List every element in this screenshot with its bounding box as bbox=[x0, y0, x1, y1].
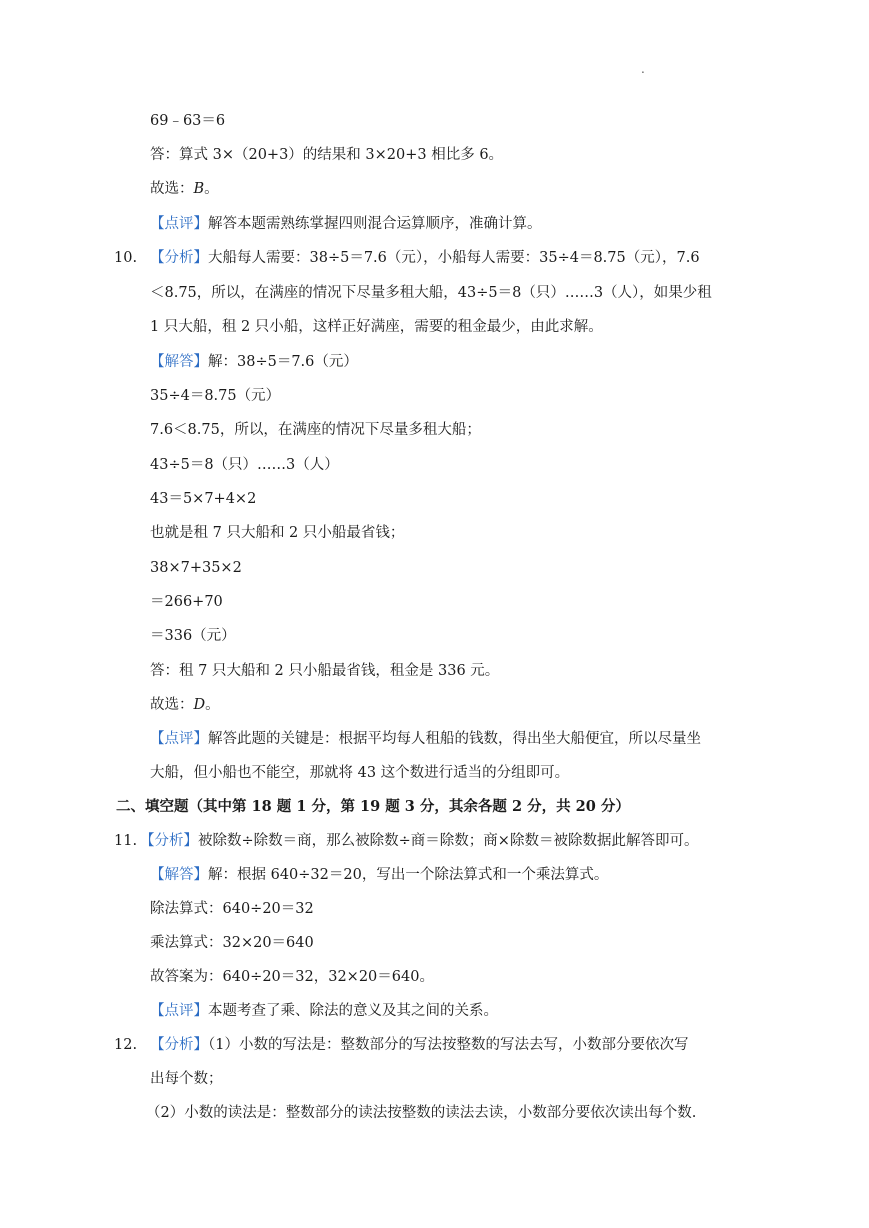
q10-step: ＝336（元） bbox=[150, 628, 236, 644]
choice-prefix: 故选： bbox=[150, 181, 194, 197]
q10-step: 35÷4＝8.75（元） bbox=[150, 388, 281, 404]
question-number-10: 10. bbox=[114, 250, 138, 266]
q11-answer-line-1 bbox=[150, 865, 608, 885]
q11-step: 除法算式：640÷20＝32 bbox=[150, 901, 314, 917]
analysis-tag: 【分析】 bbox=[150, 1037, 208, 1053]
q10-comment-line-2: 大船，但小船也不能空，那就将 43 这个数进行适当的分组即可。 bbox=[150, 765, 570, 781]
q10-answer-line-1 bbox=[150, 352, 358, 372]
comment-tag: 【点评】 bbox=[150, 1003, 208, 1019]
q10-analysis-line-1 bbox=[150, 248, 700, 268]
q9-answer-line: 答：算式 3×（20+3）的结果和 3×20+3 相比多 6。 bbox=[150, 147, 504, 163]
q10-comment-line-1 bbox=[150, 729, 701, 749]
question-number-12: 12. bbox=[114, 1037, 138, 1053]
choice-letter: D bbox=[193, 697, 206, 713]
q12-analysis-line-3: （2）小数的读法是：整数部分的读法按整数的读法去读，小数部分要依次读出每个数. bbox=[146, 1105, 697, 1121]
q11-analysis bbox=[140, 831, 698, 851]
analysis-text: 大船每人需要：38÷5＝7.6（元），小船每人需要：35÷4＝8.75（元），7.6 bbox=[208, 250, 700, 266]
q10-step: 43÷5＝8（只）……3（人） bbox=[150, 457, 339, 473]
q10-choice-line bbox=[150, 695, 220, 715]
q9-comment bbox=[150, 214, 542, 234]
q12-analysis-line-2: 出每个数； bbox=[150, 1071, 223, 1087]
q10-analysis-line-2: ＜8.75，所以，在满座的情况下尽量多租大船，43÷5＝8（只）……3（人），如果少租 bbox=[150, 285, 712, 301]
q10-step: 38×7+35×2 bbox=[150, 560, 242, 576]
analysis-tag: 【分析】 bbox=[150, 250, 208, 266]
q11-step: 乘法算式：32×20＝640 bbox=[150, 935, 314, 951]
q10-analysis-line-3: 1 只大船，租 2 只小船，这样正好满座，需要的租金最少，由此求解。 bbox=[150, 319, 603, 335]
q10-step: 7.6＜8.75，所以，在满座的情况下尽量多租大船； bbox=[150, 422, 481, 438]
q10-step: 也就是租 7 只大船和 2 只小船最省钱； bbox=[150, 525, 405, 541]
q10-step: ＝266+70 bbox=[150, 594, 223, 610]
q9-calc-line: 69﹣63＝6 bbox=[150, 113, 226, 129]
analysis-text: （1）小数的写法是：整数部分的写法按整数的写法去写，小数部分要依次写 bbox=[208, 1037, 689, 1053]
q9-choice-line bbox=[150, 179, 219, 199]
comment-tag: 【点评】 bbox=[150, 731, 208, 747]
comment-text: 解答此题的关键是：根据平均每人租船的钱数，得出坐大船便宜，所以尽量坐 bbox=[208, 731, 701, 747]
question-number-11: 11. bbox=[114, 833, 138, 849]
analysis-text: 被除数÷除数＝商，那么被除数÷商＝除数；商×除数＝被除数据此解答即可。 bbox=[198, 833, 699, 849]
comment-tag: 【点评】 bbox=[150, 216, 208, 232]
answer-text: 解：38÷5＝7.6（元） bbox=[208, 354, 358, 370]
q11-step: 故答案为：640÷20＝32，32×20＝640。 bbox=[150, 969, 434, 985]
choice-suffix: 。 bbox=[205, 697, 220, 713]
choice-letter: B bbox=[193, 181, 205, 197]
comment-text: 解答本题需熟练掌握四则混合运算顺序，准确计算。 bbox=[208, 216, 542, 232]
q12-analysis-line-1 bbox=[150, 1035, 688, 1055]
q10-step: 43＝5×7+4×2 bbox=[150, 491, 257, 507]
page-mark: . bbox=[641, 62, 645, 76]
answer-text: 解：根据 640÷32＝20，写出一个除法算式和一个乘法算式。 bbox=[208, 867, 609, 883]
choice-suffix: 。 bbox=[204, 181, 219, 197]
choice-prefix: 故选： bbox=[150, 697, 194, 713]
analysis-tag: 【分析】 bbox=[140, 833, 198, 849]
answer-tag: 【解答】 bbox=[150, 354, 208, 370]
q11-comment bbox=[150, 1001, 498, 1021]
answer-tag: 【解答】 bbox=[150, 867, 208, 883]
q10-step: 答：租 7 只大船和 2 只小船最省钱，租金是 336 元。 bbox=[150, 663, 500, 679]
comment-text: 本题考查了乘、除法的意义及其之间的关系。 bbox=[208, 1003, 498, 1019]
section-heading: 二、填空题（其中第 18 题 1 分，第 19 题 3 分，其余各题 2 分，共 20 分） bbox=[116, 798, 630, 815]
